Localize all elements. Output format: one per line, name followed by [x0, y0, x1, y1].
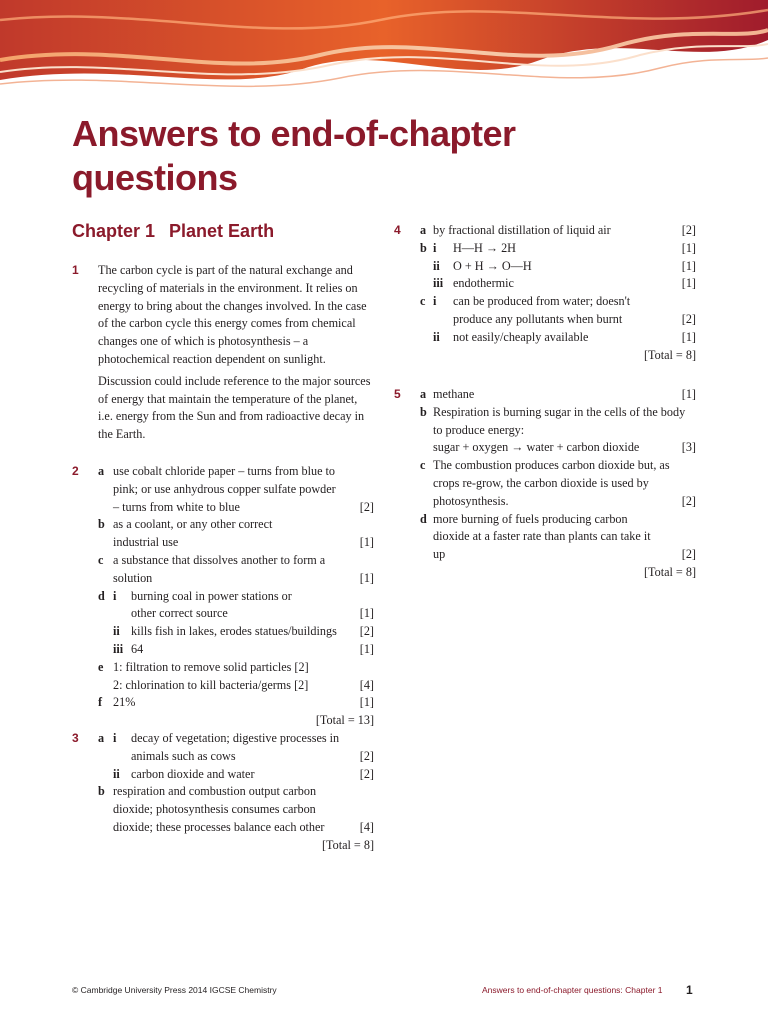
answer-part: c i can be produced from water; doesn't produce any pollutants when burnt [2]: [420, 293, 696, 329]
mark: [4]: [359, 819, 374, 834]
mark: [1]: [681, 387, 696, 401]
title-line-1: Answers to end-of-chapter: [72, 113, 516, 154]
decorative-banner: [0, 0, 768, 110]
answer-part: d more burning of fuels producing carbon dioxide at a faster rate than plants can take it up [2]: [420, 511, 696, 564]
answer-part: e 1: filtration to remove solid particles [2] 2: chlorination to kill bacteria/germs [2] [4]: [98, 659, 374, 695]
mark: [1]: [681, 240, 696, 255]
answer-part: ii not easily/cheaply available [1]: [420, 329, 696, 347]
mark: [1]: [681, 258, 696, 273]
mark: [1]: [359, 570, 374, 585]
mark: [2]: [681, 493, 696, 508]
mark: [1]: [359, 695, 374, 710]
answer-part: ii kills fish in lakes, erodes statues/buildings [2]: [98, 623, 374, 641]
answer-paragraph: The carbon cycle is part of the natural exchange and recycling of materials in the environment. It relies on energy to bring about the changes involved. In the case of the carbon cycle this energy comes from chemical changes one of which is photosynthesis – a photochemical reaction dependent on sunlight.: [98, 263, 367, 366]
answer-part: iii 64 [1]: [98, 641, 374, 659]
mark: [2]: [681, 311, 696, 326]
total-marks: [Total = 8]: [321, 837, 374, 852]
answer-part: a use cobalt chloride paper – turns from blue to pink; or use anhydrous copper sulfate powder – turns from white to blue [2]: [98, 463, 374, 516]
mark: [1]: [681, 329, 696, 344]
mark: [4]: [359, 677, 374, 692]
answer-paragraph: Discussion could include reference to the major sources of energy that maintain the temperature of the planet, i.e. energy from the Sun and from radioactive decay in the Earth.: [98, 373, 371, 442]
chapter-name: Planet Earth: [169, 221, 275, 241]
question-number: 3: [72, 731, 79, 745]
total-marks: [Total = 8]: [643, 564, 696, 579]
page-title: [72, 112, 516, 200]
answer-part: d i burning coal in power stations or other correct source [1]: [98, 588, 374, 624]
answer-part: f 21% [1]: [98, 694, 374, 712]
mark: [2]: [359, 499, 374, 514]
mark: [1]: [359, 535, 374, 550]
chapter-label: Chapter 1: [72, 221, 156, 241]
answer-part: a methane [1]: [420, 386, 696, 404]
page-number: 1: [686, 983, 693, 997]
question-1: [72, 262, 374, 448]
question-4: [394, 222, 696, 364]
mark: [1]: [359, 606, 374, 621]
question-2: [72, 463, 374, 730]
mark: [2]: [681, 223, 696, 237]
answer-part: a by fractional distillation of liquid air [2]: [420, 222, 696, 240]
mark: [2]: [359, 766, 374, 781]
answer-part: c The combustion produces carbon dioxide but, as crops re-grow, the carbon dioxide is used by photosynthesis. [2]: [420, 457, 696, 510]
total-marks: [Total = 13]: [315, 713, 374, 728]
mark: [1]: [359, 641, 374, 656]
question-number: 1: [72, 263, 79, 277]
answer-part: iii endothermic [1]: [420, 275, 696, 293]
answer-part: b respiration and combustion output carbon dioxide; photosynthesis consumes carbon dioxide; these processes balance each other [4]: [98, 783, 374, 836]
mark: [3]: [681, 440, 696, 455]
answer-part: ii carbon dioxide and water [2]: [98, 766, 374, 784]
question-number: 4: [394, 223, 401, 237]
question-number: 2: [72, 464, 79, 478]
total-marks: [Total = 8]: [643, 347, 696, 362]
footer-copyright: © Cambridge University Press 2014 IGCSE Chemistry: [72, 985, 277, 995]
question-3: [72, 730, 374, 855]
mark: [2]: [681, 547, 696, 562]
question-number: 5: [394, 387, 401, 401]
answer-part: a i decay of vegetation; digestive processes in animals such as cows [2]: [98, 730, 374, 766]
mark: [2]: [359, 624, 374, 639]
answer-part: b Respiration is burning sugar in the cells of the body to produce energy: sugar + oxygen → water + carbon dioxide [3]: [420, 404, 696, 457]
answer-part: c a substance that dissolves another to form a solution [1]: [98, 552, 374, 588]
title-line-2: questions: [72, 157, 238, 198]
footer-section-title: Answers to end-of-chapter questions: Chapter 1: [482, 985, 663, 995]
answer-part: ii O + H → O—H [1]: [420, 258, 696, 276]
answer-part: b i H—H → 2H [1]: [420, 240, 696, 258]
answer-part: b as a coolant, or any other correct industrial use [1]: [98, 516, 374, 552]
mark: [2]: [359, 748, 374, 763]
chapter-heading: [72, 221, 274, 242]
mark: [1]: [681, 276, 696, 291]
question-5: [394, 386, 696, 582]
